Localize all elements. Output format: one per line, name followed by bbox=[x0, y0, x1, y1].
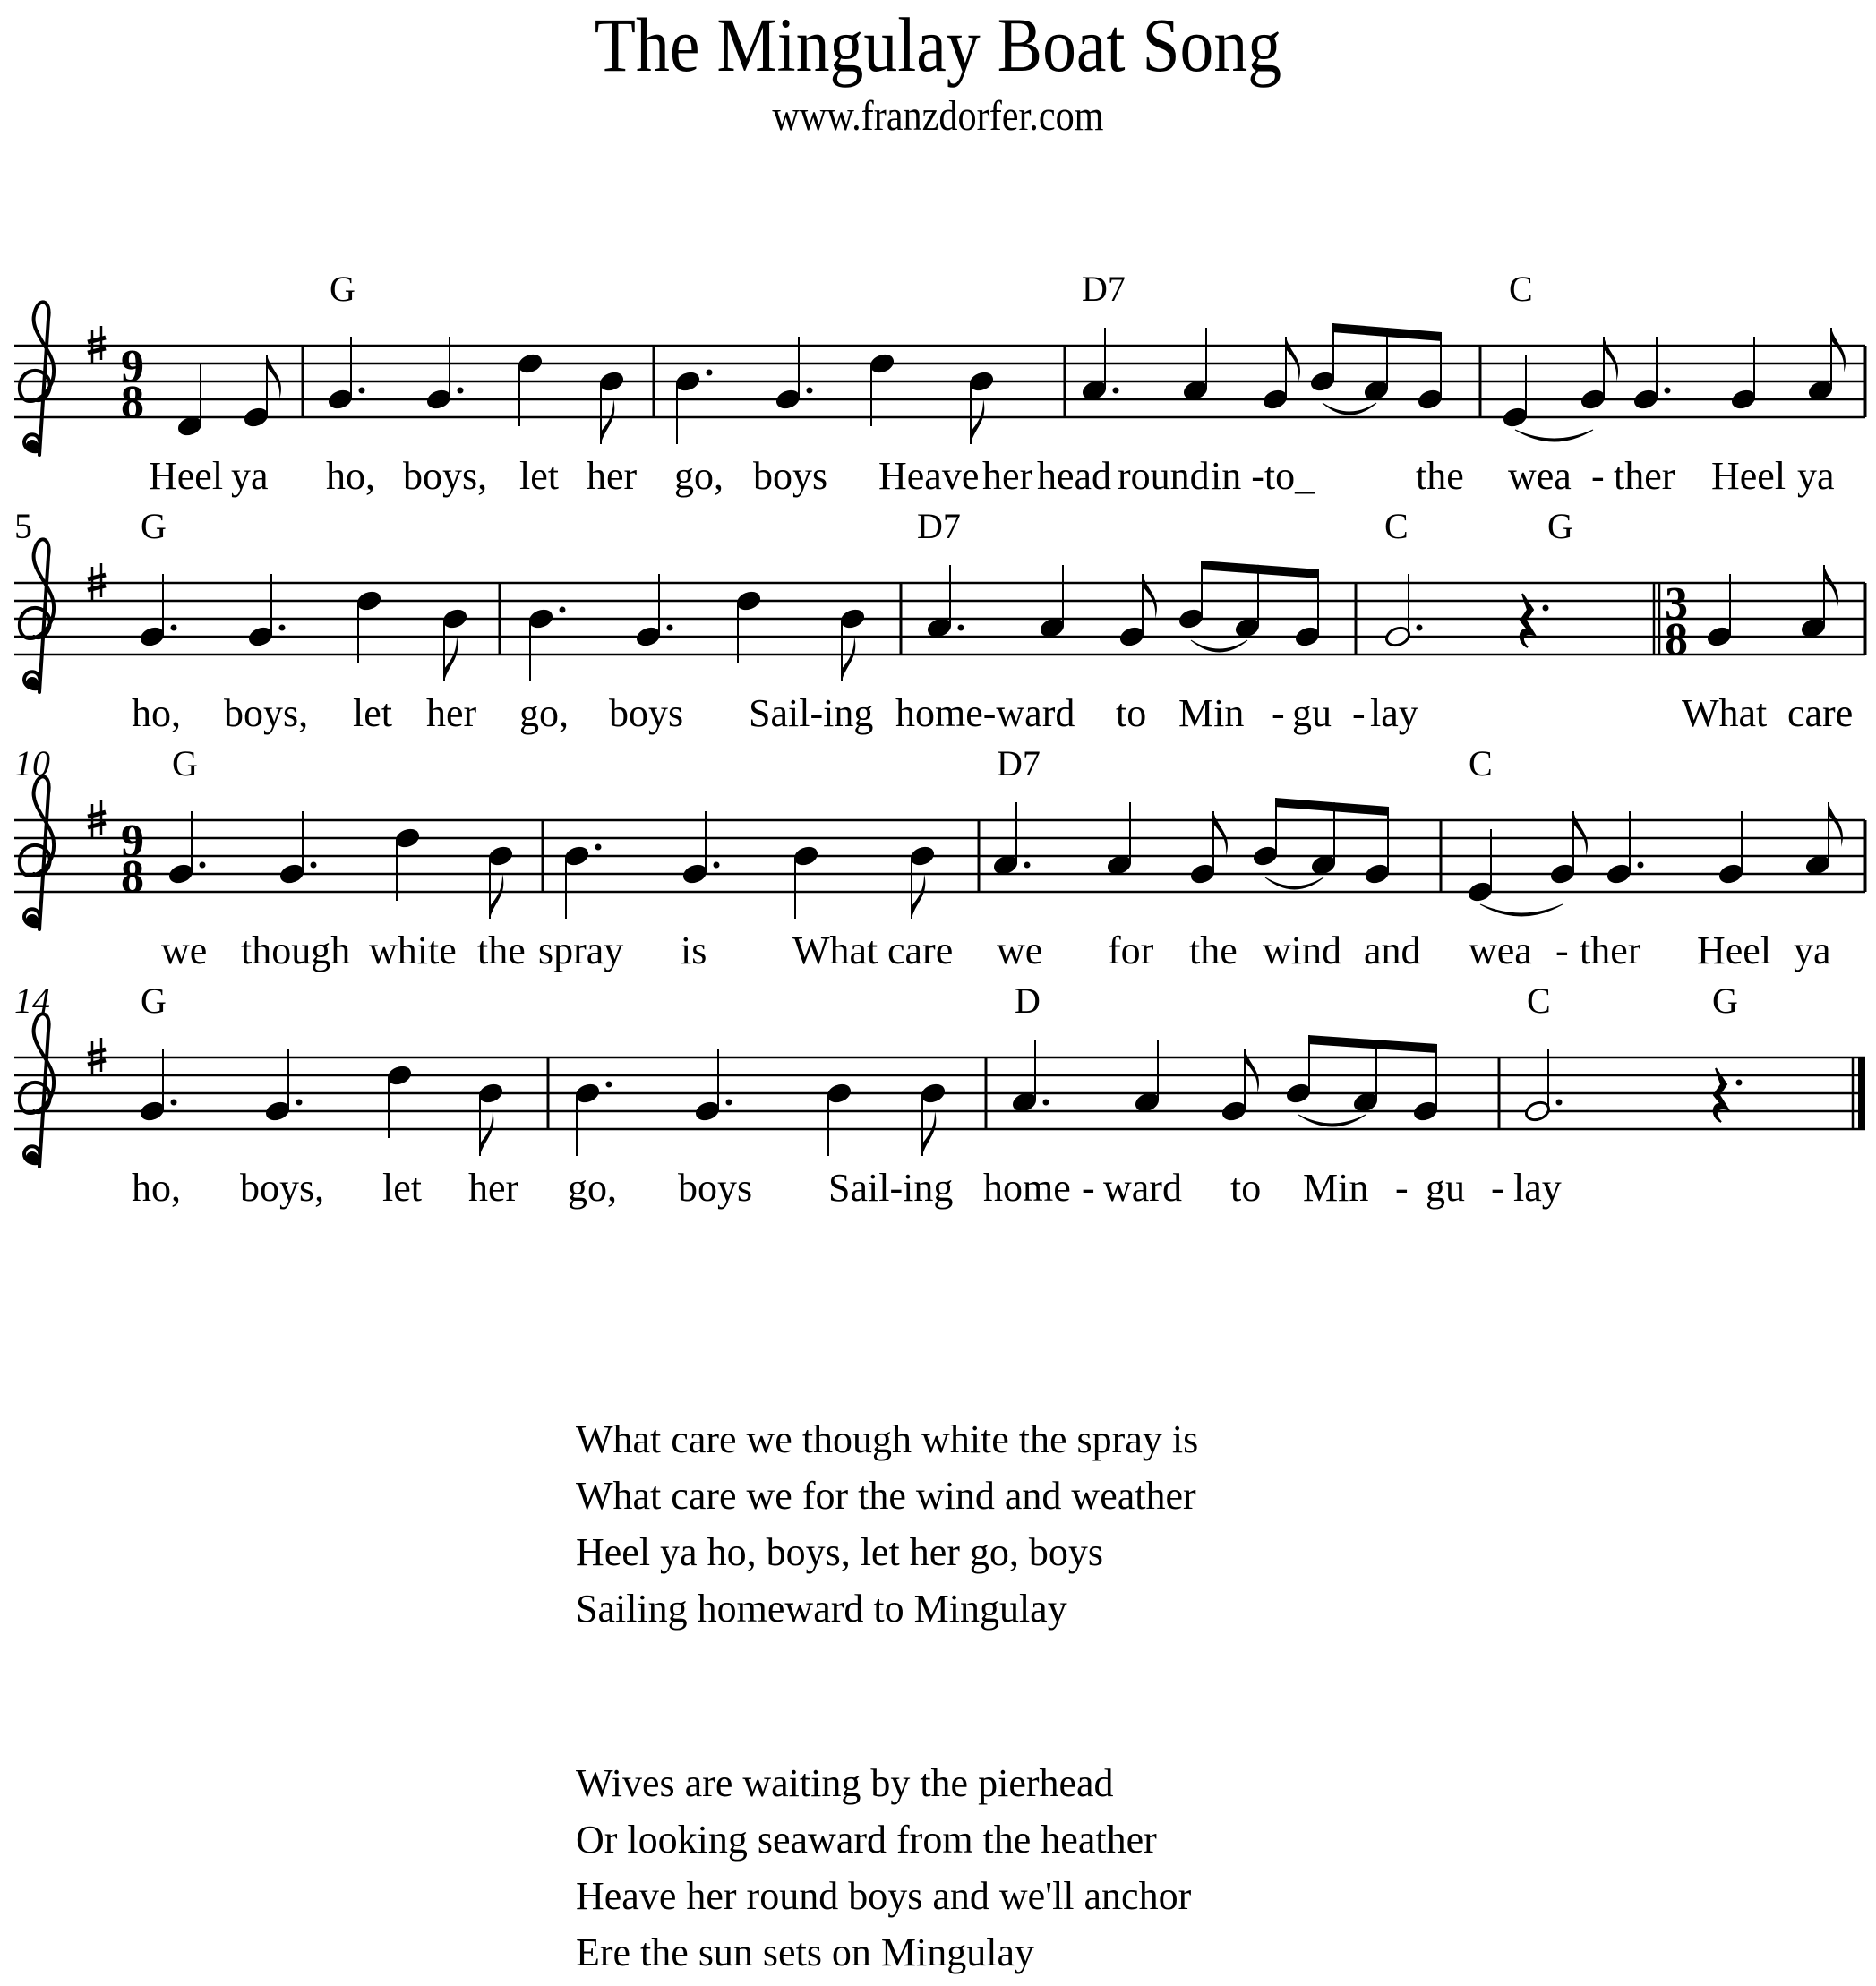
lyric-syllable: care bbox=[1787, 691, 1854, 735]
note bbox=[1807, 328, 1846, 402]
lyric-syllable: go, bbox=[568, 1166, 617, 1210]
notehead bbox=[869, 352, 896, 375]
notehead bbox=[1294, 625, 1322, 648]
treble-clef-icon bbox=[20, 302, 54, 455]
chord-symbol: G bbox=[330, 269, 355, 309]
augmentation-dot bbox=[1638, 862, 1644, 869]
notehead bbox=[1730, 388, 1758, 411]
lyric-syllable: Heave bbox=[878, 454, 980, 498]
augmentation-dot bbox=[200, 862, 206, 869]
chord-symbol: C bbox=[1527, 980, 1551, 1021]
slur bbox=[1323, 403, 1376, 415]
lyric-syllable: white bbox=[369, 929, 457, 972]
notehead bbox=[386, 1064, 414, 1087]
augmentation-dot bbox=[1113, 388, 1119, 394]
verse-line: What care we though white the spray is bbox=[576, 1417, 1199, 1461]
note bbox=[1412, 1100, 1440, 1123]
lyric-syllable: What bbox=[1682, 691, 1768, 735]
slur bbox=[1265, 877, 1323, 889]
chord-symbol: D bbox=[1015, 980, 1041, 1021]
note bbox=[869, 352, 896, 426]
chord-symbol: C bbox=[1384, 506, 1409, 546]
treble-clef-icon bbox=[20, 539, 54, 692]
notehead bbox=[487, 844, 515, 868]
notehead bbox=[574, 1082, 602, 1105]
lyric-syllable: lay bbox=[1370, 691, 1418, 735]
beam bbox=[1201, 561, 1319, 578]
lyric-syllable: - bbox=[1352, 691, 1366, 735]
note bbox=[487, 844, 515, 919]
eighth-flag bbox=[842, 637, 855, 681]
lyric-syllable: ya bbox=[1794, 929, 1831, 972]
notehead bbox=[1524, 1100, 1552, 1123]
augmentation-dot bbox=[279, 625, 286, 631]
lyric-syllable: the bbox=[477, 929, 526, 972]
notehead bbox=[167, 862, 195, 886]
notehead bbox=[1580, 388, 1607, 411]
lyric-syllable: ther bbox=[1614, 454, 1675, 498]
treble-clef-dot bbox=[26, 1151, 39, 1164]
eighth-flag bbox=[1604, 337, 1618, 381]
note bbox=[1252, 844, 1280, 868]
notehead bbox=[1364, 862, 1392, 886]
beam bbox=[1275, 798, 1389, 816]
note bbox=[909, 844, 937, 919]
chord-symbol: G bbox=[1547, 506, 1573, 546]
lyric-syllable: the bbox=[1416, 454, 1464, 498]
lyric-syllable: boys bbox=[753, 454, 828, 498]
notehead bbox=[563, 844, 591, 868]
eighth-flag bbox=[601, 399, 614, 444]
eighth-flag bbox=[480, 1111, 493, 1156]
lyric-syllable: we bbox=[161, 929, 208, 972]
lyric-syllable: let bbox=[519, 454, 559, 498]
treble-clef-icon bbox=[20, 1014, 54, 1167]
time-signature bbox=[1665, 578, 1688, 665]
lyric-syllable: her bbox=[468, 1166, 519, 1210]
note bbox=[1804, 802, 1843, 877]
augmentation-dot bbox=[311, 862, 317, 869]
notehead bbox=[674, 370, 702, 393]
note bbox=[839, 607, 867, 681]
notehead bbox=[139, 625, 167, 648]
notehead bbox=[1606, 862, 1633, 886]
note bbox=[1178, 607, 1205, 630]
website-credit: www.franzdorfer.com bbox=[772, 92, 1104, 140]
augmentation-dot bbox=[1024, 862, 1031, 869]
notehead bbox=[1384, 625, 1412, 648]
notehead bbox=[694, 1100, 722, 1123]
eighth-flag bbox=[1831, 328, 1846, 372]
notehead bbox=[968, 370, 996, 393]
eighth-flag bbox=[1143, 574, 1157, 619]
lyric-syllable: ther bbox=[1580, 929, 1641, 972]
lyric-syllable: boys bbox=[678, 1166, 753, 1210]
eighth-flag bbox=[490, 874, 503, 919]
note bbox=[968, 370, 996, 444]
notehead bbox=[264, 1100, 292, 1123]
lyric-syllable: - bbox=[1591, 454, 1605, 498]
lyric-syllable: though bbox=[241, 929, 351, 972]
notehead bbox=[839, 607, 867, 630]
lyric-syllable: her bbox=[587, 454, 638, 498]
notehead bbox=[425, 388, 453, 411]
measure-number: 14 bbox=[14, 980, 50, 1021]
notehead bbox=[1718, 862, 1745, 886]
time-signature-denominator: 8 bbox=[1665, 614, 1688, 665]
lyric-syllable: Min bbox=[1303, 1166, 1369, 1210]
chord-symbol: D7 bbox=[1082, 269, 1126, 309]
augmentation-dot bbox=[667, 625, 673, 631]
notehead bbox=[355, 589, 383, 612]
chord-symbol: D7 bbox=[917, 506, 961, 546]
notehead bbox=[792, 844, 820, 868]
augmentation-dot bbox=[296, 1100, 303, 1106]
staff-system-2 bbox=[14, 506, 1865, 735]
lyric-syllable: go, bbox=[519, 691, 569, 735]
lyric-syllable: in -to_ bbox=[1211, 454, 1315, 498]
note bbox=[517, 352, 544, 426]
lyric-syllable: let bbox=[382, 1166, 422, 1210]
eighth-flag bbox=[1213, 811, 1228, 856]
notehead bbox=[517, 352, 544, 375]
note bbox=[1039, 565, 1066, 639]
augmentation-dot bbox=[726, 1100, 732, 1106]
notehead bbox=[1549, 862, 1577, 886]
lyric-syllable: Heel bbox=[149, 454, 224, 498]
lyric-syllable: wea bbox=[1469, 929, 1532, 972]
note bbox=[1502, 355, 1529, 429]
lyric-syllable: - bbox=[1555, 929, 1569, 972]
staff-system-4 bbox=[14, 980, 1865, 1210]
lyric-syllable: ward bbox=[1103, 1166, 1182, 1210]
notehead bbox=[1502, 406, 1529, 429]
chord-symbol: G bbox=[172, 743, 198, 783]
treble-clef-dot bbox=[26, 914, 39, 927]
augmentation-dot bbox=[1665, 388, 1671, 394]
lyric-syllable: ho, bbox=[132, 691, 181, 735]
slur bbox=[1480, 904, 1563, 916]
measure-number: 5 bbox=[14, 506, 32, 546]
lyric-syllable: her bbox=[426, 691, 477, 735]
lyric-syllable: is bbox=[681, 929, 707, 972]
augmentation-dot bbox=[1417, 625, 1423, 631]
lyric-syllable: to bbox=[1116, 691, 1147, 735]
lyric-syllable: go, bbox=[674, 454, 724, 498]
notehead bbox=[1252, 844, 1280, 868]
augmentation-dot bbox=[171, 1100, 177, 1106]
note bbox=[441, 607, 469, 681]
measure-number: 10 bbox=[14, 743, 50, 783]
time-signature-denominator: 8 bbox=[121, 377, 144, 428]
lyric-syllable: Heel bbox=[1697, 929, 1772, 972]
time-signature-denominator: 8 bbox=[121, 852, 144, 903]
eighth-flag bbox=[1829, 802, 1843, 847]
eighth-flag bbox=[1573, 811, 1588, 856]
lyric-syllable: ya bbox=[231, 454, 269, 498]
chord-symbol: G bbox=[141, 506, 167, 546]
eighth-flag bbox=[267, 355, 281, 399]
notehead bbox=[243, 406, 270, 429]
lyric-syllable: lay bbox=[1513, 1166, 1562, 1210]
treble-clef-icon bbox=[20, 776, 54, 929]
notehead bbox=[1178, 607, 1205, 630]
augmentation-dot bbox=[958, 625, 964, 631]
verse-line: Heel ya ho, boys, let her go, boys bbox=[576, 1530, 1103, 1574]
augmentation-dot bbox=[1043, 1100, 1049, 1106]
lyric-syllable: her bbox=[982, 454, 1033, 498]
time-signature bbox=[121, 341, 144, 428]
staff-system-3 bbox=[14, 743, 1865, 972]
lyric-syllable: - bbox=[1082, 1166, 1095, 1210]
notehead bbox=[920, 1082, 947, 1105]
notehead bbox=[1467, 880, 1495, 903]
augmentation-dot bbox=[714, 862, 720, 869]
note bbox=[1718, 811, 1745, 886]
note bbox=[1800, 565, 1838, 639]
note bbox=[1081, 328, 1119, 402]
chord-symbol: D7 bbox=[997, 743, 1041, 783]
eighth-flag bbox=[922, 1111, 936, 1156]
note bbox=[355, 589, 383, 663]
note bbox=[1182, 328, 1210, 402]
beam-group bbox=[1201, 561, 1319, 635]
augmentation-dot bbox=[606, 1082, 612, 1088]
augmentation-dot bbox=[560, 607, 566, 613]
notehead bbox=[1412, 1100, 1440, 1123]
augmentation-dot bbox=[1556, 1100, 1563, 1106]
chord-symbol: C bbox=[1469, 743, 1493, 783]
lyric-syllable: home-ward bbox=[895, 691, 1075, 735]
note bbox=[1285, 1082, 1313, 1105]
lyric-syllable: What bbox=[792, 929, 878, 972]
notehead bbox=[139, 1100, 167, 1123]
note bbox=[1364, 862, 1392, 886]
notehead bbox=[1221, 1100, 1248, 1123]
note bbox=[394, 826, 422, 901]
notehead bbox=[1632, 388, 1660, 411]
lyric-syllable: home bbox=[983, 1166, 1071, 1210]
notehead bbox=[909, 844, 937, 868]
staff-system-1 bbox=[14, 269, 1865, 498]
slur bbox=[1515, 430, 1593, 441]
beam-group bbox=[1332, 323, 1442, 398]
eighth-flag bbox=[1245, 1049, 1259, 1093]
time-signature-numerator: 3 bbox=[1665, 578, 1688, 629]
notehead bbox=[1262, 388, 1289, 411]
lyric-syllable: let bbox=[353, 691, 392, 735]
augmentation-dot bbox=[458, 388, 464, 394]
note bbox=[477, 1082, 505, 1156]
lyric-syllable: - bbox=[1491, 1166, 1504, 1210]
time-signature-numerator: 9 bbox=[121, 816, 144, 867]
lyric-syllable: - bbox=[1395, 1166, 1409, 1210]
lyric-syllable: boys, bbox=[224, 691, 309, 735]
notehead bbox=[775, 388, 802, 411]
lyric-syllable: boys, bbox=[240, 1166, 325, 1210]
lyric-syllable: we bbox=[997, 929, 1043, 972]
notehead bbox=[1118, 625, 1146, 648]
chord-symbol: G bbox=[1712, 980, 1738, 1021]
note bbox=[386, 1064, 414, 1138]
notehead bbox=[1189, 862, 1217, 886]
notehead bbox=[527, 607, 555, 630]
note bbox=[926, 565, 964, 639]
lyric-syllable: wind bbox=[1263, 929, 1341, 972]
eighth-flag bbox=[971, 399, 984, 444]
lyric-syllable: Sail-ing bbox=[749, 691, 874, 735]
eighth-flag bbox=[912, 874, 925, 919]
verse-line: Ere the sun sets on Mingulay bbox=[576, 1930, 1035, 1974]
eighth-flag bbox=[444, 637, 458, 681]
time-signature bbox=[121, 816, 144, 903]
note bbox=[1106, 802, 1134, 877]
lyric-syllable: ho, bbox=[132, 1166, 181, 1210]
augmentation-dot bbox=[359, 388, 365, 394]
chord-symbol: C bbox=[1509, 269, 1533, 309]
lyric-syllable: Sail-ing bbox=[828, 1166, 954, 1210]
augmentation-dot bbox=[807, 388, 813, 394]
notehead bbox=[826, 1082, 853, 1105]
notehead bbox=[1309, 370, 1337, 393]
lyric-syllable: ya bbox=[1797, 454, 1835, 498]
lyric-syllable: wea bbox=[1508, 454, 1572, 498]
notehead bbox=[1706, 625, 1734, 648]
verse-line: What care we for the wind and weather bbox=[576, 1474, 1196, 1518]
notehead bbox=[247, 625, 275, 648]
notehead bbox=[327, 388, 355, 411]
lyric-syllable: head bbox=[1037, 454, 1112, 498]
eighth-flag bbox=[1286, 337, 1300, 381]
lyric-syllable: ho, bbox=[326, 454, 375, 498]
note bbox=[1706, 574, 1734, 648]
lyric-syllable: spray bbox=[538, 929, 624, 972]
note bbox=[1294, 625, 1322, 648]
lyric-syllable: to bbox=[1230, 1166, 1262, 1210]
augmentation-dot bbox=[707, 370, 713, 376]
note bbox=[176, 364, 204, 438]
lyric-syllable: - bbox=[1272, 691, 1285, 735]
note bbox=[735, 589, 763, 663]
lyric-syllable: round bbox=[1118, 454, 1210, 498]
verse-line: Wives are waiting by the pierhead bbox=[576, 1761, 1114, 1805]
note bbox=[792, 844, 820, 919]
augmentation-dot bbox=[595, 844, 602, 851]
lyric-syllable: and bbox=[1364, 929, 1421, 972]
beam bbox=[1308, 1035, 1437, 1053]
notehead bbox=[598, 370, 626, 393]
lyric-syllable: gu bbox=[1292, 691, 1332, 735]
notehead bbox=[681, 862, 709, 886]
note bbox=[1309, 370, 1337, 393]
lyric-syllable: the bbox=[1189, 929, 1238, 972]
lyric-syllable: gu bbox=[1426, 1166, 1465, 1210]
verse-line: Or looking seaward from the heather bbox=[576, 1818, 1157, 1862]
lyric-syllable: Min bbox=[1178, 691, 1245, 735]
notehead bbox=[441, 607, 469, 630]
note bbox=[1134, 1040, 1161, 1114]
time-signature-numerator: 9 bbox=[121, 341, 144, 392]
notehead bbox=[735, 589, 763, 612]
slur bbox=[1298, 1115, 1366, 1126]
note bbox=[1417, 388, 1444, 411]
note bbox=[992, 802, 1031, 877]
song-title: The Mingulay Boat Song bbox=[594, 2, 1282, 88]
note bbox=[1467, 829, 1495, 903]
notehead bbox=[394, 826, 422, 850]
notehead bbox=[477, 1082, 505, 1105]
note bbox=[598, 370, 626, 444]
eighth-flag bbox=[1824, 565, 1838, 610]
treble-clef-dot bbox=[26, 677, 39, 689]
lyric-syllable: boys, bbox=[403, 454, 488, 498]
notehead bbox=[635, 625, 663, 648]
note bbox=[826, 1082, 853, 1156]
treble-clef-dot bbox=[26, 440, 39, 452]
notehead bbox=[278, 862, 306, 886]
verse-line: Heave her round boys and we'll anchor bbox=[576, 1874, 1192, 1918]
augmentation-dot bbox=[171, 625, 177, 631]
note bbox=[1011, 1040, 1049, 1114]
lyric-syllable: Heel bbox=[1711, 454, 1786, 498]
note bbox=[920, 1082, 947, 1156]
note bbox=[1730, 337, 1758, 411]
lyric-syllable: care bbox=[887, 929, 954, 972]
slur bbox=[1191, 640, 1247, 652]
lyric-syllable: for bbox=[1108, 929, 1154, 972]
final-barline-thick bbox=[1858, 1057, 1865, 1129]
notehead bbox=[1285, 1082, 1313, 1105]
verse-line: Sailing homeward to Mingulay bbox=[576, 1587, 1067, 1631]
notehead bbox=[1417, 388, 1444, 411]
chord-symbol: G bbox=[141, 980, 167, 1021]
lyric-syllable: boys bbox=[609, 691, 684, 735]
